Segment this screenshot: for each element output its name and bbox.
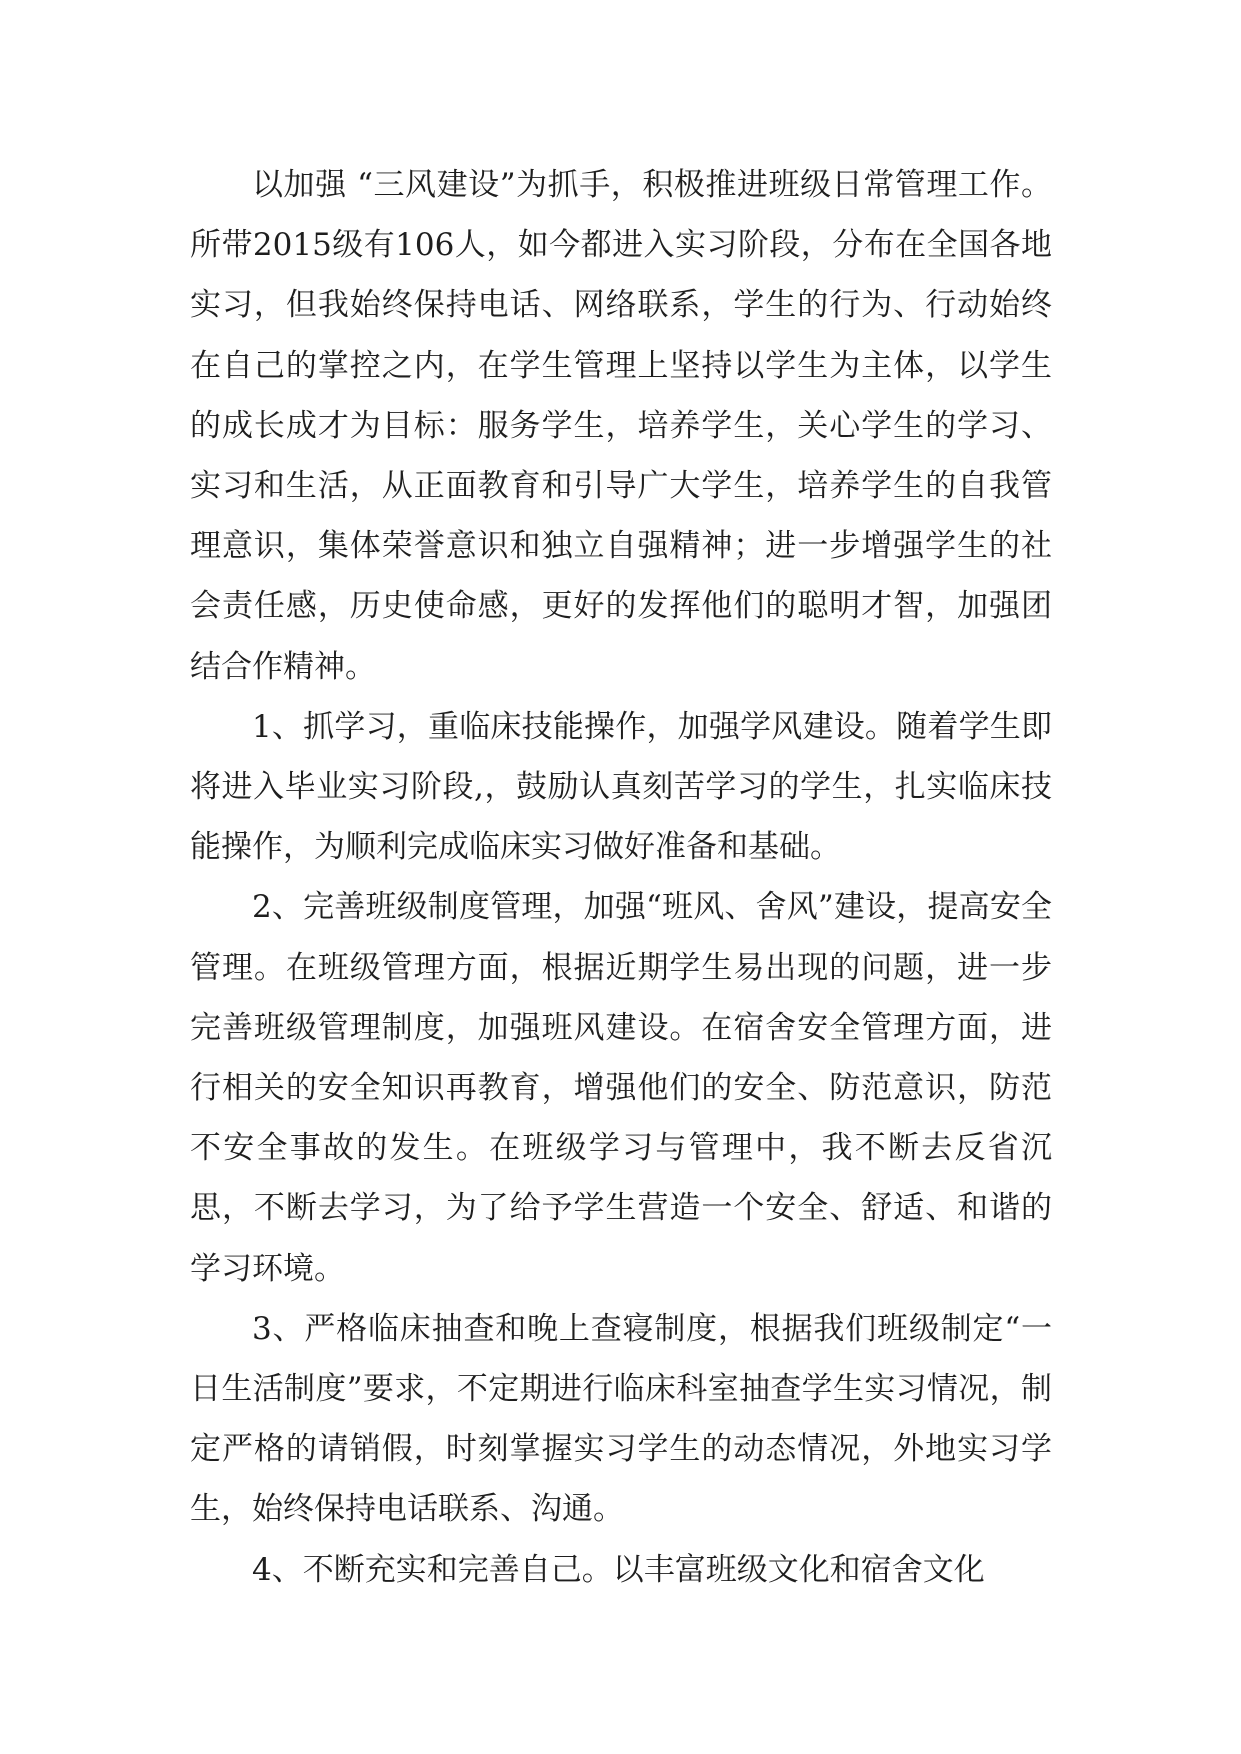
paragraph-intro: 以加强 “三风建设”为抓手，积极推进班级日常管理工作。所带2015级有106人，如今都进入实习阶段，分布在全国各地实习，但我始终保持电话、网络联系，学生的行为、行动始终在自己的掌控之内，在学生管理上坚持以学生为主体，以学生的成长成才为目标：服务学生，培养学生，关心学生的学习、实习和生活，从正面教育和引导广大学生，培养学生的自我管理意识，集体荣誉意识和独立自强精神；进一步增强学生的社会责任感，历史使命感，更好的发挥他们的聪明才智，加强团结合作精神。 <box>190 167 1052 685</box>
document-body <box>190 155 1052 1600</box>
paragraph-item-4: 4、不断充实和完善自己。以丰富班级文化和宿舍文化 <box>252 1551 985 1588</box>
paragraph-item-1: 1、抓学习，重临床技能操作，加强学风建设。随着学生即将进入毕业实习阶段,，鼓励认真刻苦学习的学生，扎实临床技能操作，为顺利完成临床实习做好准备和基础。 <box>190 708 1052 866</box>
paragraph-item-2: 2、完善班级制度管理，加强“班风、舍风”建设，提高安全管理。在班级管理方面，根据近期学生易出现的问题，进一步完善班级管理制度，加强班风建设。在宿舍安全管理方面，进行相关的安全知识再教育，增强他们的安全、防范意识，防范不安全事故的发生。在班级学习与管理中，我不断去反省沉思，不断去学习，为了给予学生营造一个安全、舒适、和谐的学习环境。 <box>190 889 1052 1287</box>
paragraph-item-3: 3、严格临床抽查和晚上查寝制度，根据我们班级制定“一日生活制度”要求，不定期进行临床科室抽查学生实习情况，制定严格的请销假，时刻掌握实习学生的动态情况，外地实习学生，始终保持电话联系、沟通。 <box>190 1310 1052 1528</box>
